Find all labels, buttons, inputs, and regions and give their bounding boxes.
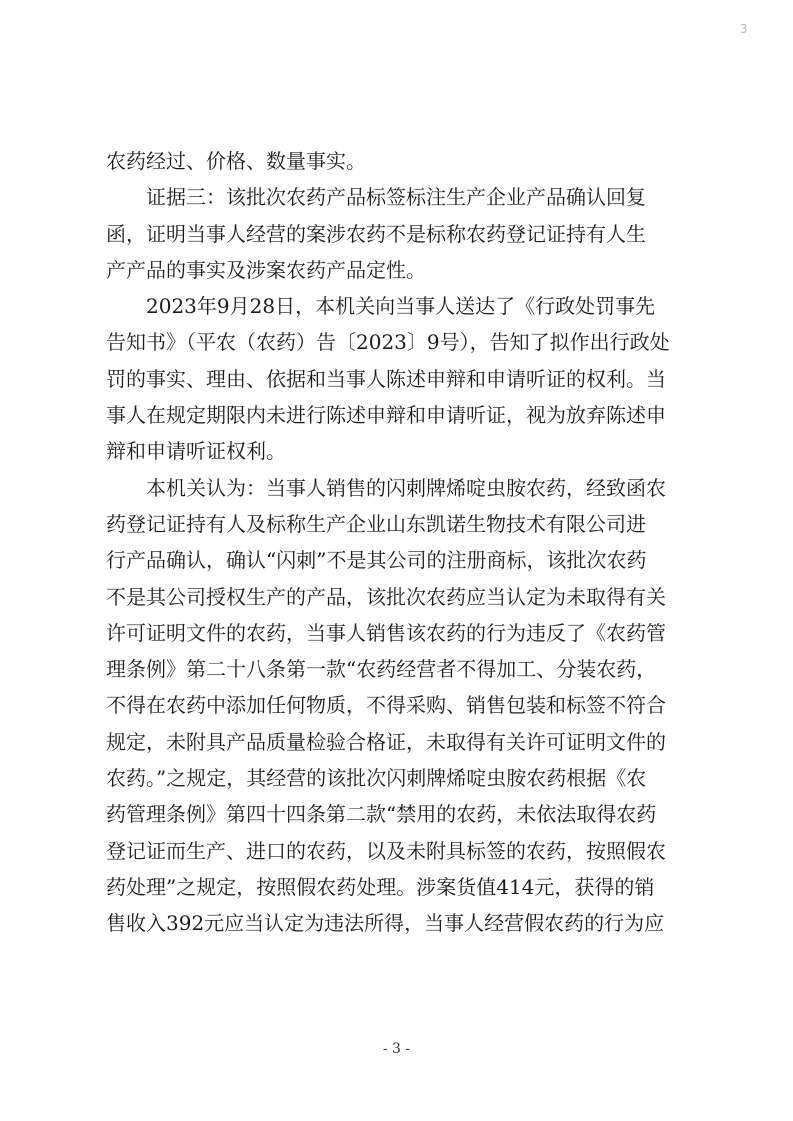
- text-line: 2023年9月28日，本机关向当事人送达了《行政处罚事先: [146, 294, 656, 319]
- document-body: [106, 143, 686, 942]
- paragraph-evidence-3: [106, 179, 686, 288]
- text-line: 函，证明当事人经营的案涉农药不是标称农药登记证持有人生: [106, 221, 646, 246]
- text-line: 本机关认为：当事人销售的闪刺牌烯啶虫胺农药，经致函农: [146, 475, 666, 500]
- text-line: 售收入392元应当认定为违法所得，当事人经营假农药的行为应: [106, 911, 665, 936]
- page-number: - 3 -: [382, 1041, 411, 1057]
- text-line: 事人在规定期限内未进行陈述申辩和申请听证，视为放弃陈述申: [106, 403, 666, 428]
- text-line: 罚的事实、理由、依据和当事人陈述申辩和申请听证的权利。当: [106, 366, 666, 391]
- text-line: 农药经过、价格、数量事实。: [106, 149, 366, 173]
- paragraph-1: [106, 143, 686, 179]
- text-line: 许可证明文件的农药，当事人销售该农药的行为违反了《农药管: [106, 620, 666, 645]
- text-line: 证据三：该批次农药产品标签标注生产企业产品确认回复: [146, 185, 646, 210]
- text-line: 产产品的事实及涉案农药产品定性。: [106, 257, 426, 282]
- corner-mark: 3: [740, 22, 748, 36]
- text-line: 不是其公司授权生产的产品，该批次农药应当认定为未取得有关: [106, 584, 666, 609]
- paragraph-notice: [106, 288, 686, 469]
- text-line: 理条例》第二十八条第一款“农药经营者不得加工、分装农药，: [106, 657, 657, 682]
- text-line: 登记证而生产、进口的农药，以及未附具标签的农药，按照假农: [106, 838, 666, 863]
- text-line: 辩和申请听证权利。: [106, 439, 286, 464]
- text-line: 药处理”之规定，按照假农药处理。涉案货值414元，获得的销: [106, 874, 655, 899]
- text-line: 规定，未附具产品质量检验合格证，未取得有关许可证明文件的: [106, 729, 666, 754]
- text-line: 不得在农药中添加任何物质，不得采购、销售包装和标签不符合: [106, 693, 666, 718]
- text-line: 行产品确认，确认“闪刺”不是其公司的注册商标，该批次农药: [106, 548, 647, 573]
- text-line: 告知书》（平农（农药）告〔2023〕9号），告知了拟作出行政处: [106, 330, 670, 355]
- text-line: 药登记证持有人及标称生产企业山东凯诺生物技术有限公司进: [106, 511, 646, 536]
- text-line: 农药。”之规定，其经营的该批次闪刺牌烯啶虫胺农药根据《农: [106, 766, 647, 791]
- text-line: 药管理条例》第四十四条第二款“禁用的农药，未依法取得农药: [106, 802, 657, 827]
- paragraph-opinion: [106, 470, 686, 942]
